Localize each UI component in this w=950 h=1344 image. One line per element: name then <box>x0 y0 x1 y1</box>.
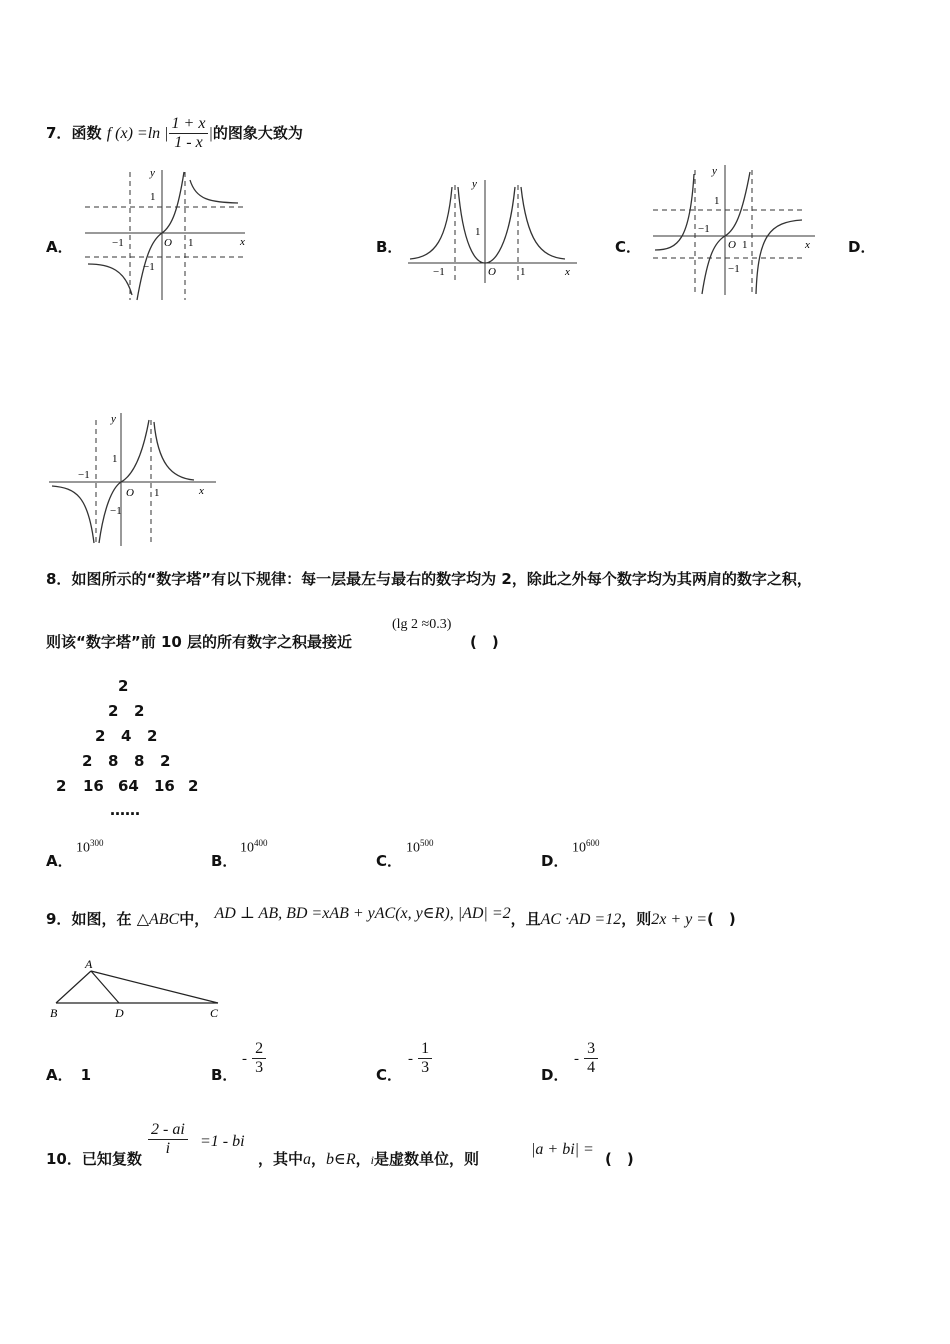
q9-mid: 中， <box>179 910 210 928</box>
q9-option-c-num: 1 <box>418 1040 432 1059</box>
q7-option-d-label[interactable]: D． <box>848 238 876 256</box>
q8-line1-text: 如图所示的“数字塔”有以下规律：每一层最左与最右的数字均为 2，除此之外每个数字均为其两肩的数字之积， <box>71 570 812 588</box>
tower-row-2-item-2: 2 <box>134 702 145 720</box>
tower-row-5-item-5: 2 <box>188 777 199 795</box>
q9-option-d-den: 4 <box>587 1059 596 1076</box>
q9-triangle-figure <box>46 955 231 1020</box>
q8-option-a-exp: 300 <box>90 838 104 848</box>
label-1-y: 1 <box>150 191 156 203</box>
q8-option-d-exp: 600 <box>586 838 600 848</box>
q8-option-a-base: 10 <box>76 840 90 856</box>
q8-option-b-label: B． <box>211 852 238 870</box>
q9-option-a-value: 1 <box>80 1066 92 1084</box>
q8-option-c[interactable] <box>376 850 402 871</box>
curve-right <box>154 422 194 480</box>
q9-option-b[interactable] <box>211 1064 237 1085</box>
q9-option-c[interactable] <box>376 1064 402 1085</box>
label-x: x <box>240 236 245 248</box>
tower-row-5-item-1: 2 <box>56 777 67 795</box>
q10-frac-num: 2 - ai <box>148 1121 188 1140</box>
q7-option-a-label[interactable]: A． <box>46 238 73 256</box>
tower-row-5-item-4: 16 <box>154 777 175 795</box>
label-1-x: 1 <box>188 237 194 249</box>
q10-mid-text: ，其中a，b∈R，i是虚数单位，则 <box>258 1150 480 1168</box>
q8-option-d-base: 10 <box>572 840 586 856</box>
q9-then: ，则 <box>621 910 652 928</box>
q8-option-c-exp: 500 <box>420 838 434 848</box>
q9-condition: AD ⊥ AB, BD =xAB + yAC(x, y∈R), |AD| =2 <box>214 905 511 922</box>
tower-ellipsis: …… <box>110 801 140 819</box>
q9-option-b-sign: - <box>242 1051 247 1067</box>
q8-hint: (lg 2 ≈0.3) <box>392 617 452 632</box>
q9-lead: 如图，在 <box>71 910 132 928</box>
q7-fraction <box>169 115 209 152</box>
tower-row-4-item-4: 2 <box>160 752 171 770</box>
label-x: x <box>805 239 810 251</box>
q9-triangle: △ABC <box>136 911 180 928</box>
label-1-y: 1 <box>112 453 118 465</box>
q9-option-c-value <box>408 1040 432 1077</box>
q8-option-d-label: D． <box>541 852 569 870</box>
q9-option-a-label: A． <box>46 1066 73 1084</box>
q9-option-d-sign: - <box>574 1051 579 1067</box>
label-b: B <box>50 1006 58 1020</box>
q9-number: 9． <box>46 910 72 928</box>
q10-mid: ，其中 <box>258 1150 304 1168</box>
curve-right <box>756 220 802 294</box>
q8-option-b[interactable] <box>211 850 237 871</box>
q9-condition2: AC ·AD =12 <box>540 911 622 928</box>
label-1-x: 1 <box>742 239 748 251</box>
q10-b-in-r: b∈R <box>326 1151 356 1168</box>
q10-frac-den: i <box>165 1140 171 1157</box>
q9-option-d[interactable] <box>541 1064 568 1085</box>
q10-number: 10． <box>46 1150 82 1168</box>
q8-option-d[interactable] <box>541 850 568 871</box>
q8-option-c-base: 10 <box>406 840 420 856</box>
label-y: y <box>712 165 717 177</box>
label-neg1-y: −1 <box>143 261 155 273</box>
q7-frac-den: 1 - x <box>174 134 203 151</box>
q9-option-b-value <box>242 1040 266 1077</box>
q10-fraction <box>148 1121 188 1158</box>
q9-option-c-label: C． <box>376 1066 403 1084</box>
q7-func-lhs: f (x) =ln | <box>106 125 169 142</box>
q10-lead: 已知复数 <box>81 1150 142 1168</box>
tower-row-2-item-1: 2 <box>108 702 119 720</box>
label-1-x: 1 <box>154 487 160 499</box>
q9-and: ，且 <box>510 910 541 928</box>
label-neg1-x: −1 <box>698 223 710 235</box>
q9-option-b-fraction <box>252 1040 266 1077</box>
q10-paren: ( ) <box>605 1150 634 1168</box>
segment-ab <box>56 971 91 1003</box>
tower-row-3-item-3: 2 <box>147 727 158 745</box>
label-a: A <box>85 957 93 971</box>
q8-option-b-exp: 400 <box>254 838 268 848</box>
tower-row-4-item-1: 2 <box>82 752 93 770</box>
q10-abs: |a + bi| = <box>531 1141 594 1158</box>
label-d: D <box>115 1006 124 1020</box>
q9-option-c-den: 3 <box>421 1059 430 1076</box>
q8-paren: ( ) <box>470 633 499 651</box>
q9-option-b-den: 3 <box>255 1059 264 1076</box>
q10-stem <box>46 1148 142 1169</box>
label-1-y: 1 <box>475 226 481 238</box>
curve-far-left <box>410 187 452 259</box>
q7-graph-d <box>46 408 221 550</box>
q9-option-d-num: 3 <box>584 1040 598 1059</box>
q9-option-c-fraction <box>418 1040 432 1077</box>
curve-middle <box>137 172 184 300</box>
q8-option-a[interactable] <box>46 850 73 871</box>
q9-expression: 2x + y = <box>651 911 708 928</box>
curve-left <box>655 174 694 250</box>
q10-tail: 是虚数单位，则 <box>374 1150 480 1168</box>
q7-number: 7． <box>46 124 72 142</box>
q9-option-d-label: D． <box>541 1066 569 1084</box>
tower-row-3-item-1: 2 <box>95 727 106 745</box>
q7-graph-a <box>80 160 250 305</box>
label-1-y: 1 <box>714 195 720 207</box>
label-x: x <box>565 266 570 278</box>
tower-row-4-item-3: 8 <box>134 752 145 770</box>
q10-frac <box>148 1121 188 1158</box>
tower-row-1-item-1: 2 <box>118 677 129 695</box>
q8-option-a-value <box>76 838 104 857</box>
label-c: C <box>210 1006 219 1020</box>
q9-option-b-label: B． <box>211 1066 238 1084</box>
label-neg1-x: −1 <box>112 237 124 249</box>
q7-frac-num: 1 + x <box>169 115 209 134</box>
q9-stem <box>46 905 736 929</box>
q9-option-d-value <box>574 1040 598 1077</box>
q9-option-d-fraction <box>584 1040 598 1077</box>
q10-a: a <box>303 1151 312 1168</box>
label-x: x <box>199 485 204 497</box>
q7-option-b-label[interactable]: B． <box>376 238 403 256</box>
label-y: y <box>472 178 477 190</box>
q10-i: i <box>370 1153 375 1167</box>
segment-ac <box>91 971 218 1003</box>
q9-option-c-sign: - <box>408 1051 413 1067</box>
q8-option-a-label: A． <box>46 852 73 870</box>
label-origin: O <box>728 239 736 251</box>
q7-graph-c <box>650 160 820 300</box>
label-neg1-y: −1 <box>110 505 122 517</box>
label-y: y <box>150 167 155 179</box>
label-1-x: 1 <box>520 266 526 278</box>
q8-option-b-base: 10 <box>240 840 254 856</box>
curve-far-right <box>521 187 565 259</box>
q8-line2-text: 则该“数字塔”前 10 层的所有数字之积最接近 <box>46 633 353 651</box>
label-origin: O <box>126 487 134 499</box>
q8-line2 <box>46 631 352 652</box>
q7-stem <box>46 115 303 152</box>
tower-row-4-item-2: 8 <box>108 752 119 770</box>
tower-row-5-item-3: 64 <box>118 777 139 795</box>
q8-number: 8． <box>46 570 72 588</box>
q8-option-c-value <box>406 838 434 857</box>
label-origin: O <box>164 237 172 249</box>
q8-option-c-label: C． <box>376 852 403 870</box>
q7-tail: 的图象大致为 <box>212 124 303 142</box>
label-y: y <box>111 413 116 425</box>
q9-option-a[interactable] <box>46 1064 91 1085</box>
q8-option-b-value <box>240 838 268 857</box>
curve-left <box>52 486 94 543</box>
q8-option-d-value <box>572 838 600 857</box>
curve-right <box>190 180 238 203</box>
curve-middle <box>458 187 515 263</box>
q9-option-b-num: 2 <box>252 1040 266 1059</box>
q9-paren: ( ) <box>707 910 736 928</box>
label-neg1-x: −1 <box>78 469 90 481</box>
tower-row-5-item-2: 16 <box>83 777 104 795</box>
q10-rhs: =1 - bi <box>200 1133 245 1150</box>
segment-ad <box>91 971 119 1003</box>
q7-graph-b <box>405 175 580 285</box>
q7-func-rhs: | <box>208 125 213 142</box>
curve-left <box>88 264 132 295</box>
q8-line1 <box>46 568 812 589</box>
tower-row-3-item-2: 4 <box>121 727 132 745</box>
q7-option-c-label[interactable]: C． <box>615 238 642 256</box>
label-origin: O <box>488 266 496 278</box>
label-neg1-y: −1 <box>728 263 740 275</box>
q7-lead: 函数 <box>71 124 102 142</box>
label-neg1-x: −1 <box>433 266 445 278</box>
